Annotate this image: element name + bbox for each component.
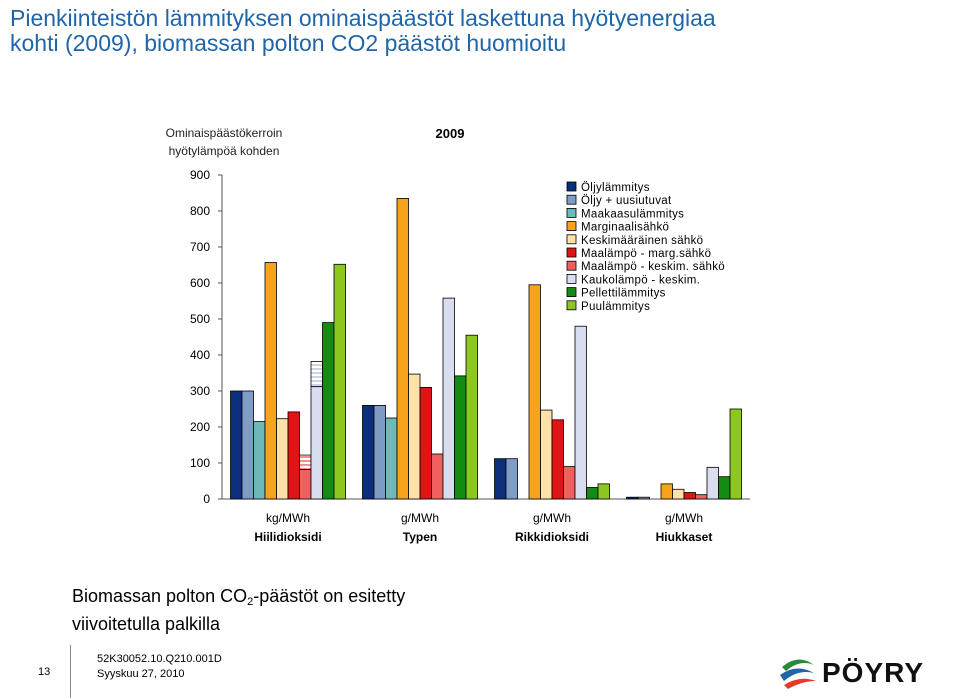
bar bbox=[288, 412, 300, 499]
page-number: 13 bbox=[38, 666, 51, 678]
footnote-line2: viivoitetulla palkilla bbox=[72, 614, 221, 634]
bar bbox=[719, 477, 731, 499]
legend-label: Maalämpö - marg.sähkö bbox=[581, 248, 712, 260]
bar bbox=[696, 495, 708, 499]
bar bbox=[443, 298, 455, 499]
y-tick-label: 500 bbox=[189, 312, 210, 326]
slide-title-line2: kohti (2009), biomassan polton CO2 päästöt huomioitu bbox=[10, 30, 567, 56]
bar bbox=[529, 285, 541, 499]
legend-swatch bbox=[567, 248, 576, 257]
y-tick-label: 900 bbox=[189, 168, 210, 182]
x-category-label: Hiukkaset bbox=[655, 530, 713, 544]
document-code: 52K30052.10.Q210.001D bbox=[97, 653, 222, 665]
legend-label: Keskimääräinen sähkö bbox=[581, 234, 704, 247]
bar bbox=[397, 198, 409, 499]
x-category-unit: g/MWh bbox=[664, 511, 704, 525]
bar bbox=[265, 262, 277, 499]
bar bbox=[552, 420, 564, 499]
legend-swatch bbox=[567, 208, 576, 217]
legend-swatch bbox=[567, 182, 576, 191]
y-tick-label: 0 bbox=[203, 492, 210, 506]
legend-label: Pellettilämmitys bbox=[581, 287, 666, 300]
bar bbox=[231, 391, 243, 499]
legend-label: Kaukolämpö - keskim. bbox=[581, 274, 701, 287]
bar bbox=[541, 410, 553, 499]
x-category-label: Rikkidioksidi bbox=[514, 530, 590, 544]
biomass-hatched-bar bbox=[311, 361, 323, 386]
chart-title: 2009 bbox=[435, 126, 465, 141]
legend-label: Öljy + uusiutuvat bbox=[581, 195, 672, 208]
bar bbox=[254, 422, 266, 499]
document-date: Syyskuu 27, 2010 bbox=[97, 668, 185, 680]
y-tick-label: 100 bbox=[189, 456, 210, 470]
bar bbox=[506, 459, 518, 499]
y-tick-label: 700 bbox=[189, 240, 210, 254]
legend-swatch bbox=[567, 288, 576, 297]
legend-swatch bbox=[567, 274, 576, 283]
biomass-footnote bbox=[72, 585, 405, 635]
poyry-logo bbox=[778, 655, 950, 691]
y-tick-label: 600 bbox=[189, 276, 210, 290]
bar bbox=[673, 489, 685, 499]
legend-label: Öljylämmitys bbox=[581, 182, 650, 194]
bar bbox=[386, 418, 398, 499]
x-category-label: Typen bbox=[402, 530, 438, 544]
x-category-unit: g/MWh bbox=[400, 511, 440, 525]
bar bbox=[409, 374, 421, 499]
footnote-suffix: -päästöt on esitetty bbox=[253, 586, 406, 606]
bar bbox=[575, 326, 587, 499]
bar bbox=[730, 409, 742, 499]
y-tick-label: 200 bbox=[189, 420, 210, 434]
bar bbox=[363, 405, 375, 499]
y-axis-label-line1: Ominaispäästökerroin bbox=[165, 126, 283, 140]
y-tick-label: 400 bbox=[189, 348, 210, 362]
legend-label: Puulämmitys bbox=[581, 300, 651, 313]
bar bbox=[661, 484, 673, 499]
x-category-label: Hiilidioksidi bbox=[254, 530, 322, 544]
bar bbox=[684, 493, 696, 499]
bar bbox=[707, 467, 719, 499]
x-category-unit: kg/MWh bbox=[265, 511, 311, 525]
y-axis-label-line2: hyötylämpöä kohden bbox=[168, 144, 280, 158]
logo-wordmark: PÖYRY bbox=[822, 657, 924, 688]
bar bbox=[432, 454, 444, 499]
footnote-subscript: 2 bbox=[247, 596, 254, 608]
y-tick-label: 800 bbox=[189, 204, 210, 218]
x-category-unit: g/MWh bbox=[532, 511, 572, 525]
footnote-prefix: Biomassan polton CO bbox=[72, 586, 248, 606]
bar bbox=[564, 467, 576, 499]
legend-swatch bbox=[567, 195, 576, 204]
legend-swatch bbox=[567, 222, 576, 231]
bar bbox=[598, 484, 610, 499]
bar bbox=[455, 376, 467, 499]
bar bbox=[300, 469, 312, 499]
bar bbox=[334, 264, 346, 499]
bar bbox=[420, 387, 432, 499]
footer-meta bbox=[97, 652, 222, 682]
bar bbox=[374, 405, 386, 499]
legend-swatch bbox=[567, 235, 576, 244]
footer-divider bbox=[70, 645, 71, 698]
bar bbox=[323, 323, 335, 499]
bar bbox=[466, 335, 478, 499]
bar bbox=[638, 497, 650, 499]
legend-label: Maalämpö - keskim. sähkö bbox=[581, 261, 725, 274]
bar bbox=[277, 419, 289, 499]
slide-title-line1: Pienkiinteistön lämmityksen ominaispäästöt laskettuna hyötyenergiaa bbox=[10, 5, 716, 31]
bar bbox=[495, 459, 507, 499]
bar bbox=[242, 391, 254, 499]
legend-label: Marginaalisähkö bbox=[581, 221, 670, 234]
bar bbox=[627, 497, 639, 499]
bar bbox=[587, 487, 599, 499]
legend-label: Maakaasulämmitys bbox=[581, 208, 685, 221]
legend-swatch bbox=[567, 261, 576, 270]
chart-legend bbox=[567, 182, 725, 313]
y-tick-label: 300 bbox=[189, 384, 210, 398]
legend-swatch bbox=[567, 301, 576, 310]
biomass-hatched-bar bbox=[300, 455, 312, 469]
bar bbox=[311, 387, 323, 499]
poyry-logo-icon bbox=[778, 655, 818, 691]
